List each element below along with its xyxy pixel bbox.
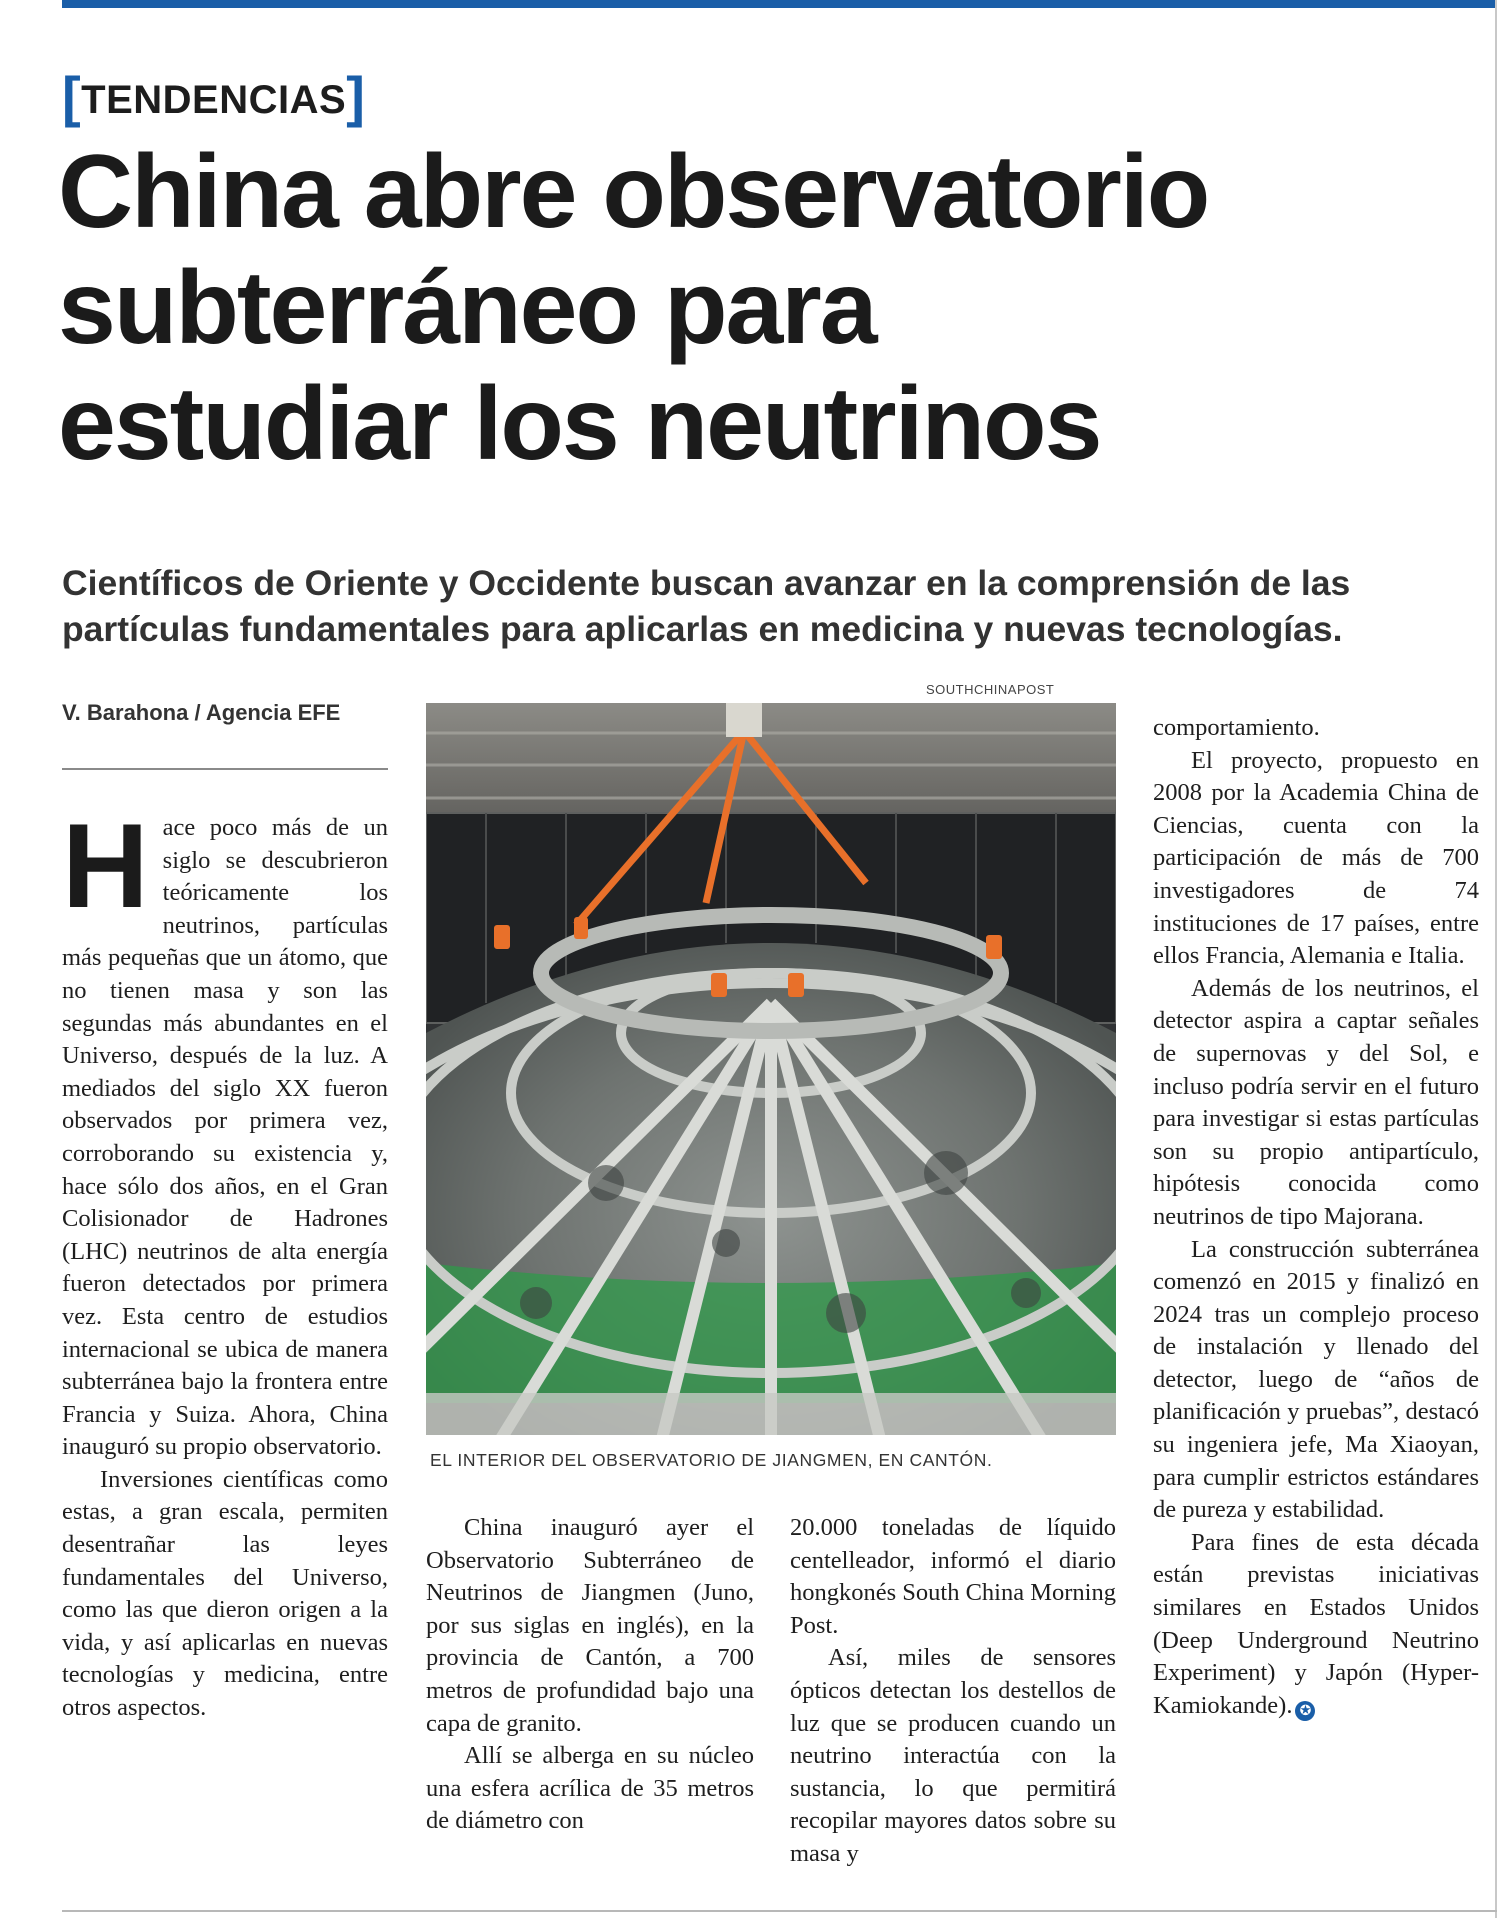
drop-cap: H bbox=[62, 799, 149, 933]
paragraph-8: La construcción subterránea comenzó en 2015 y finalizó en 2024 tras un complejo proceso de instalación y llenado del detector, luego de “años de planificación y pruebas”, destacó su ingeniera jefe, Ma Xiaoyan, para cumplir estrictos estándares de pureza y estabilidad. bbox=[1153, 1235, 1479, 1524]
paragraph-5: Así, miles de sensores ópticos detectan los destellos de luz que se producen cuando un neutrino interactúa con la sustancia, lo que permitirá recopilar mayores datos sobre su masa y bbox=[790, 1644, 1116, 1867]
headline bbox=[58, 134, 1478, 482]
paragraph-9-text: Para fines de esta década están previstas iniciativas similares en Estados Unidos (Deep Underground Neutrino Experiment) y Japón (Hyper-Kamiokande). bbox=[1153, 1528, 1479, 1719]
paragraph-4: Allí se alberga en su núcleo una esfera acrílica de 35 metros de diámetro con bbox=[426, 1742, 754, 1835]
section-tag bbox=[62, 65, 366, 130]
bottom-rule bbox=[62, 1910, 1497, 1912]
photo-credit: SOUTHCHINAPOST bbox=[926, 682, 1055, 697]
subheadline-line-1: Científicos de Oriente y Occidente buscan avanzar en la comprensión de las bbox=[62, 563, 1351, 603]
paragraph-4-continued: 20.000 toneladas de líquido centelleador, informó el diario hongkonés South China Morning Post. bbox=[790, 1514, 1116, 1639]
close-bracket: ] bbox=[346, 65, 366, 128]
column-4 bbox=[1153, 712, 1479, 1722]
subheadline-line-2: partículas fundamentales para aplicarlas en medicina y nuevas tecnologías. bbox=[62, 609, 1343, 649]
paragraph-6: El proyecto, propuesto en 2008 por la Academia China de Ciencias, cuenta con la participación de más de 700 investigadores de 74 instituciones de 17 países, entre ellos Francia, Alemania e Italia. bbox=[1153, 746, 1479, 970]
circle-star-icon: ✪ bbox=[1295, 1701, 1315, 1721]
paragraph-3: China inauguró ayer el Observatorio Subterráneo de Neutrinos de Jiangmen (Juno, por sus siglas en inglés), en la provincia de Cantón, a 700 metros de profundidad bajo una capa de granito. bbox=[426, 1514, 754, 1737]
headline-line-1: China abre observatorio bbox=[58, 134, 1209, 250]
column-1 bbox=[62, 799, 388, 1725]
paragraph-7: Además de los neutrinos, el detector aspira a captar señales de supernovas y del Sol, e incluso podría servir en el futuro para investigar si estas partículas son su propio antipartículo, hipótesis conocida como neutrinos de tipo Majorana. bbox=[1153, 974, 1479, 1230]
byline: V. Barahona / Agencia EFE bbox=[62, 700, 341, 725]
headline-line-2: subterráneo para bbox=[58, 250, 876, 366]
section-label: TENDENCIAS bbox=[81, 77, 347, 122]
paragraph-5-continued: comportamiento. bbox=[1153, 714, 1320, 741]
paragraph-9 bbox=[1153, 1527, 1479, 1723]
subheadline bbox=[62, 560, 1482, 652]
byline-divider bbox=[62, 768, 388, 770]
column-3 bbox=[790, 1512, 1116, 1871]
column-2 bbox=[426, 1512, 754, 1838]
observatory-illustration bbox=[426, 703, 1116, 1435]
headline-line-3: estudiar los neutrinos bbox=[58, 366, 1101, 482]
top-accent-rule bbox=[62, 0, 1497, 8]
photo-caption: EL INTERIOR DEL OBSERVATORIO DE JIANGMEN, EN CANTÓN. bbox=[430, 1450, 993, 1470]
article-photo bbox=[426, 703, 1116, 1435]
paragraph-1: ace poco más de un siglo se descubrieron teóricamente los neutrinos, partículas más pequeñas que un átomo, que no tienen masa y son las segundas más abundantes en el Universo, después de la luz. A mediados del siglo XX fueron observados por primera vez, corroborando su existencia y, hace sólo dos años, en el Gran Colisionador de Hadrones (LHC) neutrinos de alta energía fueron detectados por primera vez. Esta centro de estudios internacional se ubica de manera subterránea bajo la frontera entre Francia y Suiza. Ahora, China inauguró su propio observatorio. bbox=[62, 814, 388, 1461]
paragraph-2: Inversiones científicas como estas, a gran escala, permiten desentrañar las leyes fundamentales del Universo, como las que dieron origen a la vida, y así aplicarlas en nuevas tecnologías y medicina, entre otros aspectos. bbox=[62, 1465, 388, 1722]
open-bracket: [ bbox=[62, 65, 82, 128]
